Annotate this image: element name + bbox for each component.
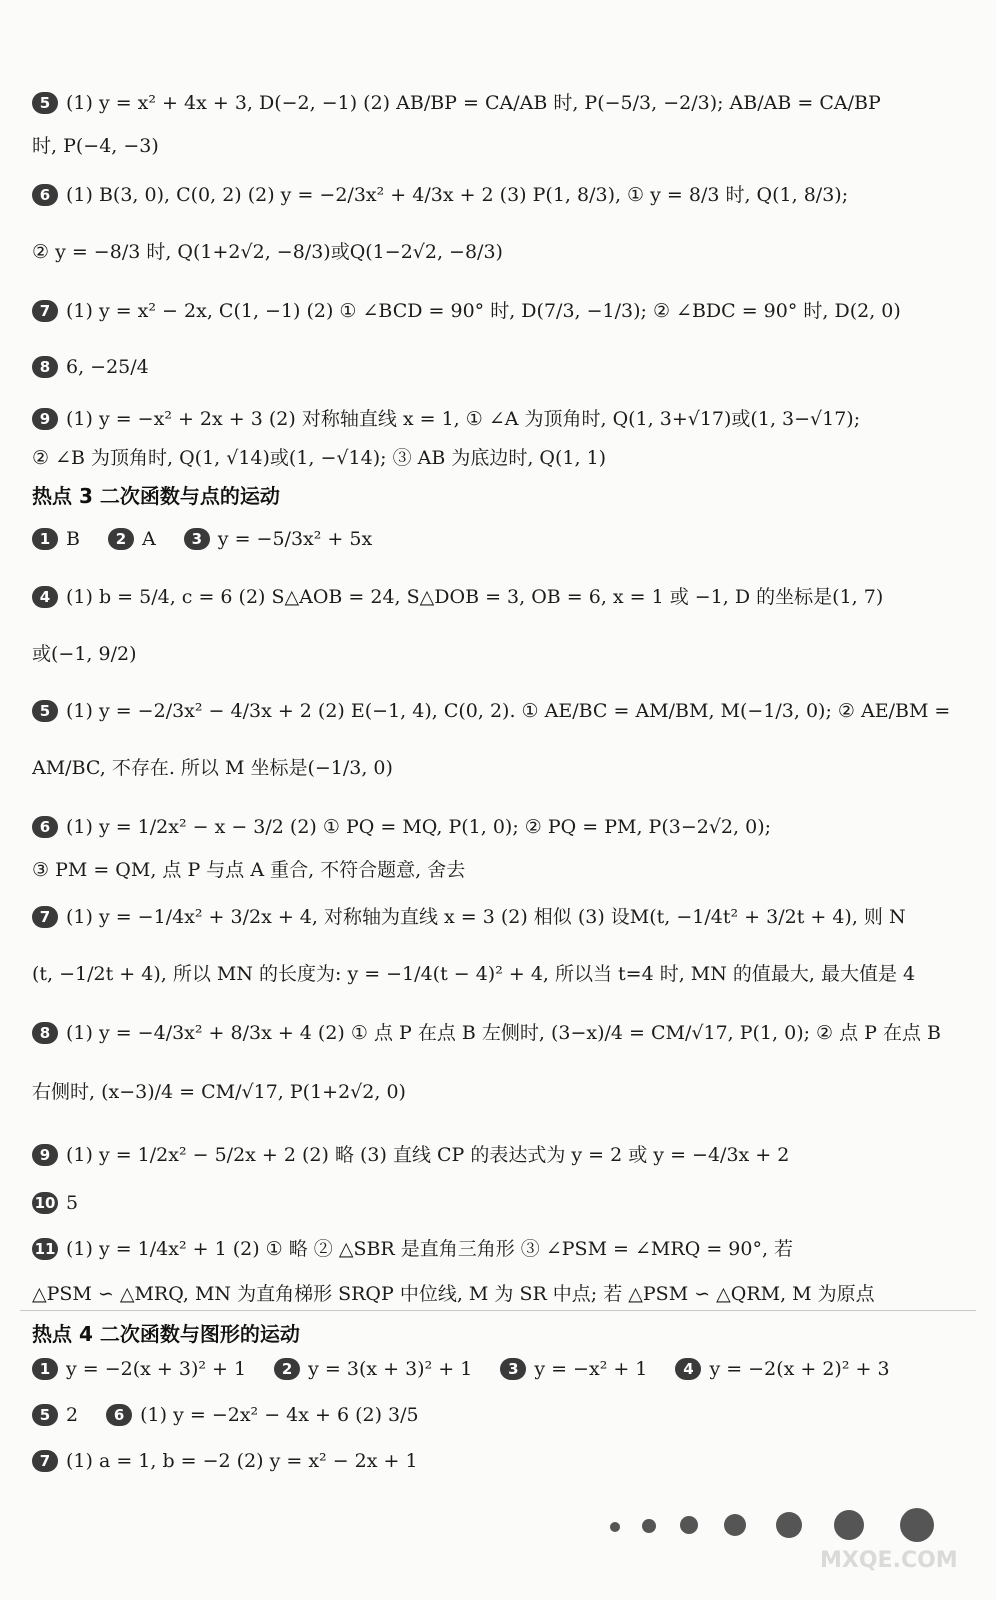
dot-icon [724, 1514, 746, 1536]
answer-text: (1) y = 1/2x² − x − 3/2 (2) ① PQ = MQ, P(1, 0); ② PQ = PM, P(3−2√2, 0); [66, 816, 772, 838]
answer-text: (1) y = −1/4x² + 3/2x + 4, 对称轴为直线 x = 3 (2) 相似 (3) 设M(t, −1/4t² + 3/2t + 4), 则 N [66, 906, 906, 928]
answer-text: 或(−1, 9/2) [32, 643, 137, 665]
answer-text: ③ PM = QM, 点 P 与点 A 重合, 不符合题意, 舍去 [32, 859, 466, 881]
question-number: 1 [32, 528, 58, 550]
answer-line [32, 406, 974, 431]
answer-line [32, 698, 974, 723]
answer-text: y = −5/3x² + 5x [217, 528, 373, 550]
answer-text: (1) y = −2x² − 4x + 6 (2) 3/5 [140, 1404, 419, 1426]
answer-line [32, 1190, 974, 1215]
question-number: 2 [108, 528, 134, 550]
answer-row [32, 1356, 974, 1381]
question-number: 5 [32, 92, 58, 114]
answer-line [32, 962, 974, 986]
answer-text: y = −2(x + 2)² + 3 [709, 1358, 890, 1380]
dot-icon [642, 1519, 656, 1533]
question-number: 7 [32, 300, 58, 322]
answer-text: (1) y = −2/3x² − 4/3x + 2 (2) E(−1, 4), C(0, 2). ① AE/BC = AM/BM, M(−1/3, 0); ② AE/BM = [66, 700, 951, 722]
answer-line [32, 904, 974, 929]
answer-line [32, 134, 974, 158]
answer-line [32, 1142, 974, 1167]
answer-line [32, 756, 974, 780]
question-number: 6 [32, 184, 58, 206]
answer-text: y = 3(x + 3)² + 1 [308, 1358, 473, 1380]
answer-text: 2 [66, 1404, 79, 1426]
answer-row [32, 526, 974, 551]
answer-text: (1) y = −4/3x² + 8/3x + 4 (2) ① 点 P 在点 B 左侧时, (3−x)/4 = CM/√17, P(1, 0); ② 点 P 在点 B [66, 1022, 941, 1044]
answer-text: (1) y = 1/2x² − 5/2x + 2 (2) 略 (3) 直线 CP 的表达式为 y = 2 或 y = −4/3x + 2 [66, 1144, 790, 1166]
answer-text: ② ∠B 为顶角时, Q(1, √14)或(1, −√14); ③ AB 为底边时, Q(1, 1) [32, 447, 607, 469]
question-number: 8 [32, 1022, 58, 1044]
answer-row [32, 1402, 974, 1427]
answer-line [32, 240, 974, 264]
answer-text: AM/BC, 不存在. 所以 M 坐标是(−1/3, 0) [32, 757, 393, 779]
answer-line [32, 446, 974, 470]
question-number: 5 [32, 1404, 58, 1426]
question-number: 9 [32, 408, 58, 430]
answer-line [32, 642, 974, 666]
answer-text: (1) B(3, 0), C(0, 2) (2) y = −2/3x² + 4/3x + 2 (3) P(1, 8/3), ① y = 8/3 时, Q(1, 8/3); [66, 184, 849, 206]
question-number: 7 [32, 906, 58, 928]
question-number: 2 [274, 1358, 300, 1380]
dot-icon [680, 1516, 698, 1534]
answer-text: 时, P(−4, −3) [32, 135, 159, 157]
answer-line [32, 1282, 974, 1306]
answer-line [32, 90, 974, 115]
question-number: 6 [106, 1404, 132, 1426]
answer-text: B [66, 528, 80, 550]
section-heading: 热点 4 二次函数与图形的运动 [32, 1322, 300, 1346]
answer-text: y = −x² + 1 [534, 1358, 648, 1380]
answer-line [32, 584, 974, 609]
answer-text: 5 [66, 1192, 79, 1214]
question-number: 6 [32, 816, 58, 838]
dot-icon [776, 1512, 802, 1538]
watermark-logo: MXQE.COM [820, 1548, 958, 1573]
answer-text: 6, −25/4 [66, 356, 149, 378]
question-number: 4 [675, 1358, 701, 1380]
dot-icon [834, 1510, 864, 1540]
answer-line [32, 858, 974, 882]
answer-text: (1) b = 5/4, c = 6 (2) S△AOB = 24, S△DOB = 3, OB = 6, x = 1 或 −1, D 的坐标是(1, 7) [66, 586, 884, 608]
answer-line [32, 1020, 974, 1045]
answer-line [32, 354, 974, 379]
answer-text: ② y = −8/3 时, Q(1+2√2, −8/3)或Q(1−2√2, −8/3) [32, 241, 503, 263]
answer-text: A [142, 528, 156, 550]
answer-text: (1) y = −x² + 2x + 3 (2) 对称轴直线 x = 1, ① ∠A 为顶角时, Q(1, 3+√17)或(1, 3−√17); [66, 408, 861, 430]
answer-text: (1) y = x² + 4x + 3, D(−2, −1) (2) AB/BP = CA/AB 时, P(−5/3, −2/3); AB/AB = CA/BP [66, 92, 881, 114]
answer-line [32, 1080, 974, 1104]
question-number: 9 [32, 1144, 58, 1166]
question-number: 11 [32, 1238, 58, 1260]
question-number: 3 [184, 528, 210, 550]
answer-row [32, 1448, 974, 1473]
answer-line [32, 298, 974, 323]
answer-text: y = −2(x + 3)² + 1 [66, 1358, 247, 1380]
answer-line [32, 182, 974, 207]
question-number: 7 [32, 1450, 58, 1472]
answer-text: (1) y = x² − 2x, C(1, −1) (2) ① ∠BCD = 90° 时, D(7/3, −1/3); ② ∠BDC = 90° 时, D(2, 0) [66, 300, 901, 322]
answer-line [32, 814, 974, 839]
section-heading: 热点 3 二次函数与点的运动 [32, 484, 280, 508]
question-number: 1 [32, 1358, 58, 1380]
question-number: 8 [32, 356, 58, 378]
question-number: 10 [32, 1192, 58, 1214]
answer-text: (1) a = 1, b = −2 (2) y = x² − 2x + 1 [66, 1450, 418, 1472]
answer-text: 右侧时, (x−3)/4 = CM/√17, P(1+2√2, 0) [32, 1081, 406, 1103]
section-divider [20, 1310, 976, 1311]
answer-text: (1) y = 1/4x² + 1 (2) ① 略 ② △SBR 是直角三角形 ③ ∠PSM = ∠MRQ = 90°, 若 [66, 1238, 794, 1260]
question-number: 4 [32, 586, 58, 608]
answer-line [32, 1236, 974, 1261]
question-number: 3 [500, 1358, 526, 1380]
answer-text: △PSM ∽ △MRQ, MN 为直角梯形 SRQP 中位线, M 为 SR 中点; 若 △PSM ∽ △QRM, M 为原点 [32, 1283, 875, 1305]
answer-text: (t, −1/2t + 4), 所以 MN 的长度为: y = −1/4(t − 4)² + 4, 所以当 t=4 时, MN 的值最大, 最大值是 4 [32, 963, 916, 985]
dot-icon [610, 1522, 620, 1532]
question-number: 5 [32, 700, 58, 722]
dot-icon [900, 1508, 934, 1542]
